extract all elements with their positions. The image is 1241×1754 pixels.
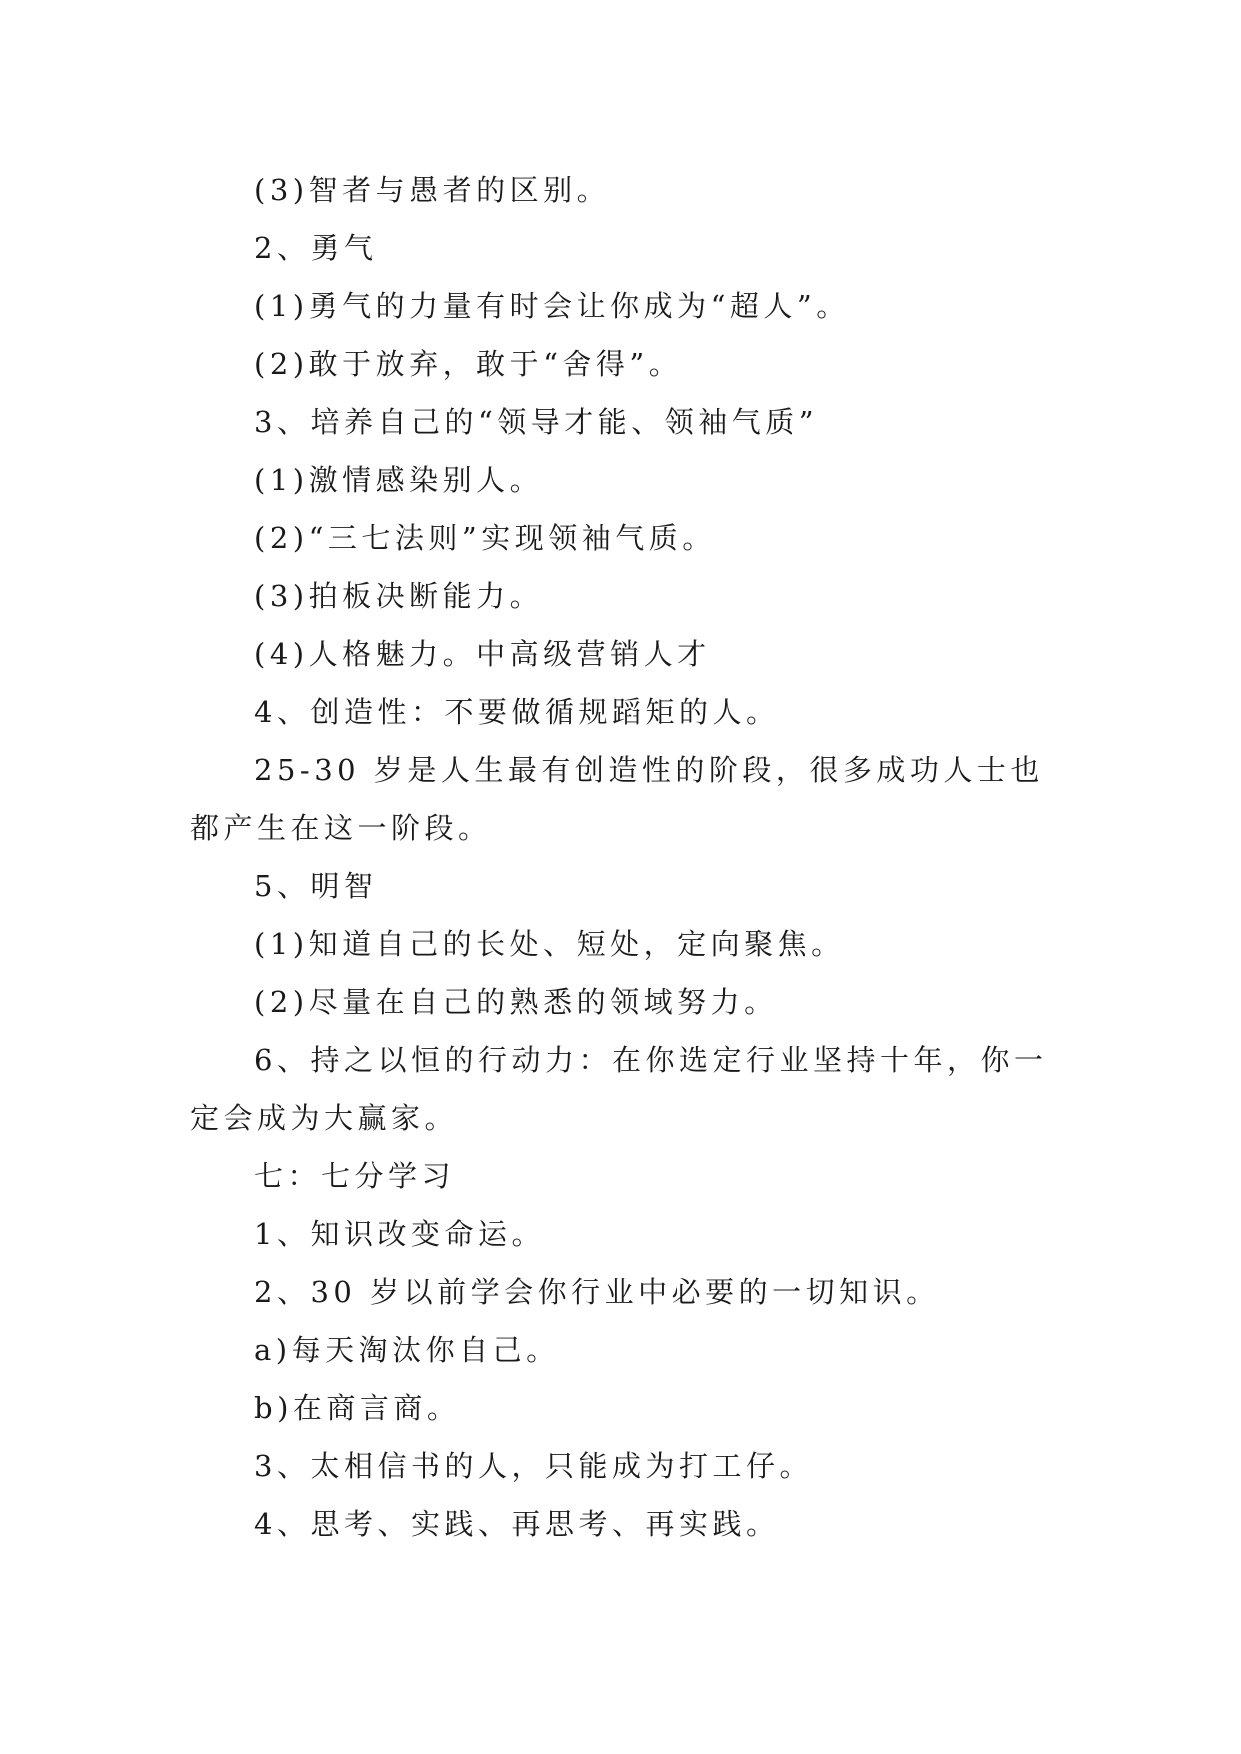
paragraph: 3、太相信书的人，只能成为打工仔。 [254, 1449, 813, 1483]
paragraph: (2)“三七法则”实现领袖气质。 [254, 521, 716, 555]
section-heading: 5、明智 [254, 869, 378, 903]
section-heading: 6、持之以恒的行动力：在你选定行业坚持十年，你一定会成为大赢家。 [190, 1043, 1048, 1135]
paragraph: 1、知识改变命运。 [254, 1217, 545, 1251]
document-body [190, 161, 1050, 1553]
paragraph: (1)知道自己的长处、短处，定向聚焦。 [254, 927, 845, 961]
paragraph: (3)智者与愚者的区别。 [254, 173, 611, 207]
section-heading: 4、创造性：不要做循规蹈矩的人。 [254, 695, 780, 729]
paragraph: (1)激情感染别人。 [254, 463, 544, 497]
paragraph: (1)勇气的力量有时会让你成为“超人”。 [254, 289, 850, 323]
paragraph: (2)尽量在自己的熟悉的领域努力。 [254, 985, 778, 1019]
paragraph: a)每天淘汰你自己。 [254, 1333, 560, 1367]
paragraph: 25-30 岁是人生最有创造性的阶段，很多成功人士也都产生在这一阶段。 [190, 753, 1044, 845]
paragraph: (2)敢于放弃，敢于“舍得”。 [254, 347, 683, 381]
section-heading: 2、勇气 [254, 231, 378, 265]
paragraph: b)在商言商。 [254, 1391, 461, 1425]
paragraph: (3)拍板决断能力。 [254, 579, 544, 613]
paragraph: (4)人格魅力。中高级营销人才 [254, 637, 711, 671]
paragraph: 2、30 岁以前学会你行业中必要的一切知识。 [254, 1275, 940, 1309]
paragraph: 4、思考、实践、再思考、再实践。 [254, 1507, 780, 1541]
chapter-heading: 七：七分学习 [254, 1159, 456, 1193]
section-heading: 3、培养自己的“领导才能、领袖气质” [254, 405, 819, 439]
